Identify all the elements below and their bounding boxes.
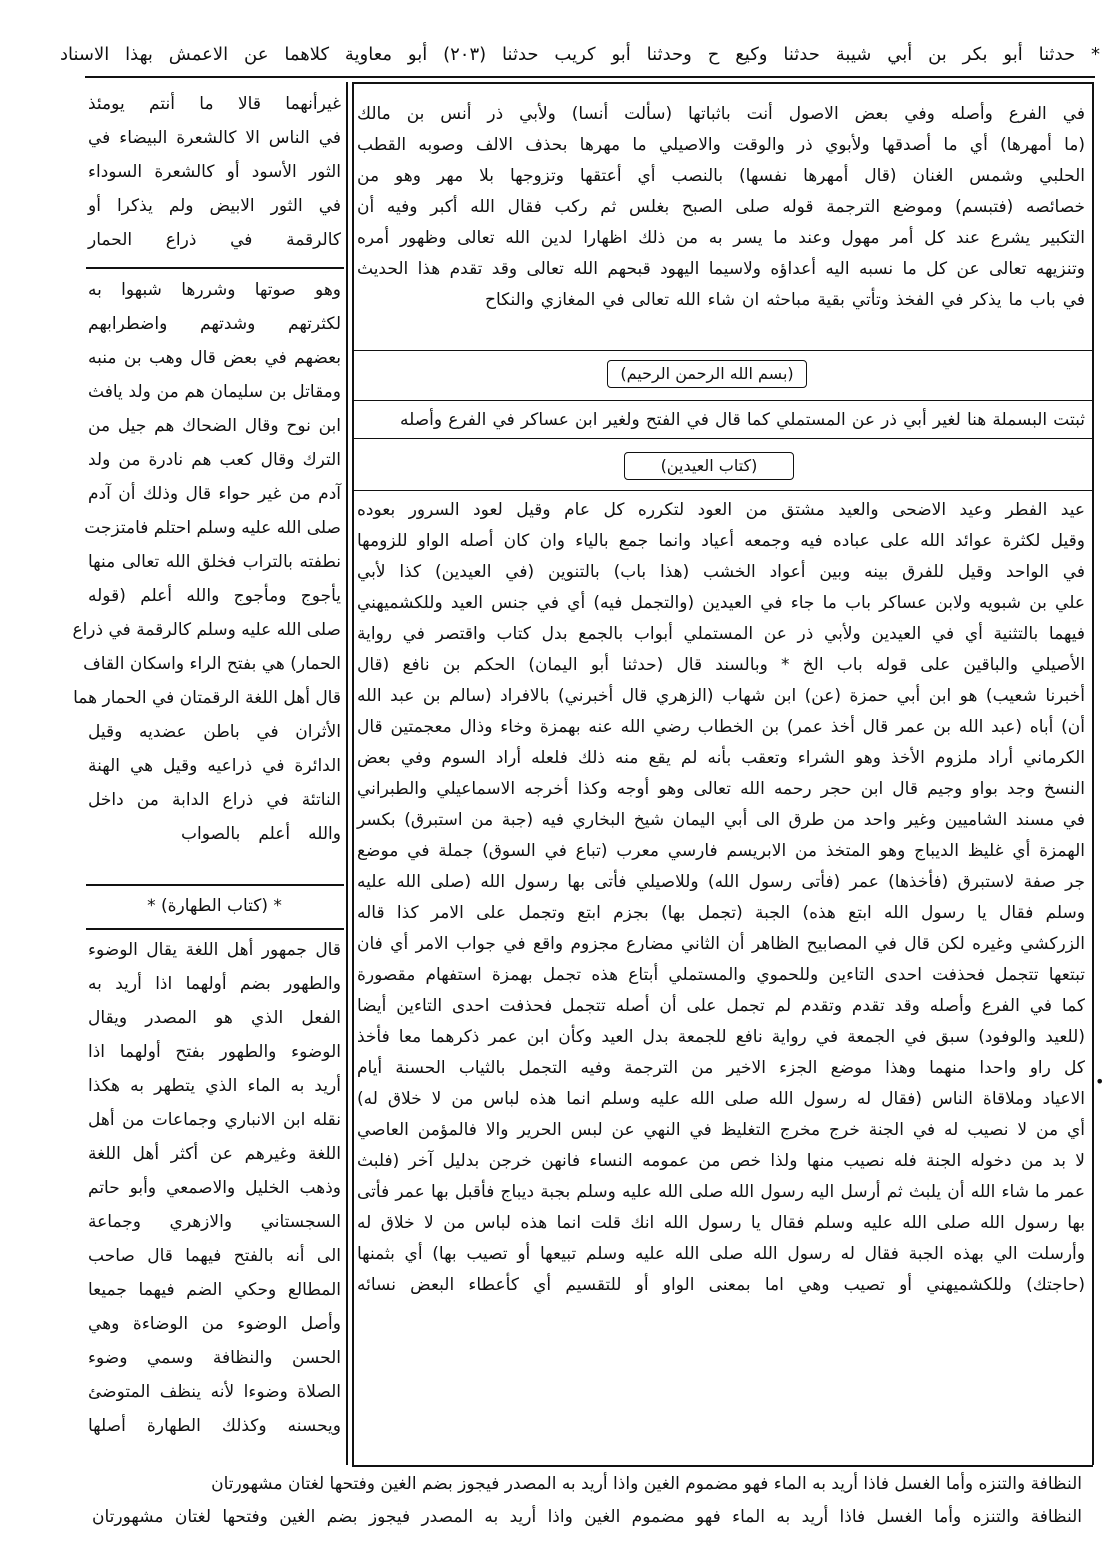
side-line: الدائرة في ذراعيه وقيل هي الهنة xyxy=(88,756,341,776)
main-line: كما في الفرع وأصله وقد تقدم وتقدم لم تجمل على أن أصله تتجمل فحذفت احدى التاءين أيضا xyxy=(357,996,1085,1016)
side-line: ويحسنه وكذلك الطهارة أصلها xyxy=(88,1416,341,1436)
side-line: صلى الله عليه وسلم كالرقمة في ذراع xyxy=(72,620,341,640)
side-divider-2 xyxy=(86,884,344,886)
main-line: كل راو واحدا منهما وهذا موضع الجزء الاخير من الترجمة وفيه التجمل بالثياب الحسنة أيام xyxy=(357,1058,1085,1078)
main-line: وتنزيهه تعالى عن كل ما نسبه اليه أعداؤه ولاسيما اليهود قبحهم الله تعالى وقد تقدم هذا الحديث xyxy=(357,259,1085,279)
main-line: جر صفة لاستبرق (فأخذها) عمر (فأتى رسول الله) وللاصيلي فأتى بها رسول الله (صلى الله عليه xyxy=(357,872,1085,892)
main-line: فيهما بالتثنية أي في العيدين ولأبي ذر عن المستملي أبواب بالجمع بدل كتاب واقتصر في رواية xyxy=(357,624,1085,644)
side-line: اللغة وغيرهم عن أكثر أهل اللغة xyxy=(88,1144,341,1164)
side-line: لكثرتهم وشدتهم واضطرابهم xyxy=(88,314,341,334)
main-line: علي بن شبويه ولابن عساكر باب ما جاء في العيدين (والتجمل فيه) أي في جنس العيد وللكشميهني xyxy=(357,593,1085,613)
main-line: تبتعها تتجمل فحذفت احدى التاءين وللحموي والمستملي أبتاع هذه تجمل بهمزة استفهام مقصورة xyxy=(357,965,1085,985)
side-line: والطهور بضم أولهما اذا أريد به xyxy=(88,974,341,994)
main-line: وسلم فقال يا رسول الله ابتع هذه) الجبة (تجمل بها) بجزم ابتع وتجمل على الامر كذا قاله xyxy=(357,903,1085,923)
main-line: في مسند الشاميين وغير واحد من طرق الى أبي اليمان شيخ البخاري فيه (جبة من استبرق) بكسر xyxy=(357,810,1085,830)
side-line: نطفته بالتراب فخلق الله تعالى منها xyxy=(88,552,341,572)
main-box-left-rule xyxy=(352,82,354,1465)
main-divider-4 xyxy=(354,490,1092,491)
side-line: والله أعلم بالصواب xyxy=(181,824,341,844)
side-line: المطالع وحكي الضم فيهما جميعا xyxy=(88,1280,341,1300)
side-line: الحمار) هي بفتح الراء واسكان القاف xyxy=(83,654,341,674)
basmala-note: ثبتت البسملة هنا لغير أبي ذر عن المستملي كما قال في الفتح ولغير ابن عساكر في الفرع وأصله xyxy=(400,410,1085,430)
side-line: أريد به الماء الذي يتطهر به هكذا xyxy=(88,1076,341,1096)
main-line: أخبرنا شعيب) هو ابن أبي حمزة (عن) ابن شهاب (الزهري قال أخبرني) بالافراد (سالم بن عبد الله xyxy=(357,686,1085,706)
side-line: كالرقمة في ذراع الحمار xyxy=(88,230,341,250)
main-line: الحلبي وشمس الغنان (قال أمهرها نفسها) بالنصب أي أعتقها وتزوجها بلا مهر وهو من xyxy=(357,166,1085,186)
basmala-title: (بسم الله الرحمن الرحيم) xyxy=(607,360,807,388)
side-line: قال أهل اللغة الرقمتان في الحمار هما xyxy=(73,688,341,708)
main-line: في باب ما يذكر في الفخذ وتأتي بقية مباحثه ان شاء الله تعالى في المغازي والنكاح xyxy=(485,290,1085,310)
main-divider-1 xyxy=(354,350,1092,351)
main-line: بها رسول الله صلى الله عليه وسلم فقال يا رسول الله انك قلت انما هذه لباس من لا خلاق له xyxy=(357,1213,1085,1233)
main-line: أن) أباه (عبد الله بن عمر قال أخذ عمر) بن الخطاب رضي الله عنه بهمزة وخاء وذال معجمتين قال xyxy=(357,717,1085,737)
running-header: * حدثنا أبو بكر بن أبي شيبة حدثنا وكيع ح وحدثنا أبو كريب حدثنا (٢٠٣) أبو معاوية كلاهما عن الاعمش بهذا الاسناد xyxy=(60,44,1100,65)
side-divider-1 xyxy=(86,267,344,269)
chapter-title: (كتاب العيدين) xyxy=(624,452,794,480)
footer-rule xyxy=(352,1465,1093,1467)
side-line: بعضهم في بعض قال وهب بن منبه xyxy=(88,348,341,368)
side-line: الوضوء والطهور بفتح أولهما اذا xyxy=(88,1042,341,1062)
side-line: نقله ابن الانباري وجماعات من أهل xyxy=(88,1110,341,1130)
side-line: الناتئة في ذراع الدابة من داخل xyxy=(88,790,341,810)
main-line: الزركشي وغيره لكن قال في المصابيح الظاهر أن الثاني مضارع مجزوم واقع في جواب الامر أي فان xyxy=(357,934,1085,954)
main-line: (للعيد والوفود) سبق في الجمعة في رواية نافع للجمعة بدل العيد وكأن ابن عمر ذكرهما معا فأخذ xyxy=(357,1027,1085,1047)
main-line: وأرسلت الي بهذه الجبة فقال له رسول الله صلى الله عليه وسلم تبيعها أو تصيب بها) أي بثمنها xyxy=(357,1244,1085,1264)
side-line: وذهب الخليل والاصمعي وأبو حاتم xyxy=(88,1178,341,1198)
side-line: الفعل الذي هو المصدر ويقال xyxy=(88,1008,341,1028)
side-line: يأجوج ومأجوج والله أعلم (قوله xyxy=(88,586,341,606)
top-rule xyxy=(85,76,1095,78)
side-section-title: * (كتاب الطهارة) * xyxy=(147,896,282,916)
footer-line: النظافة والتنزه وأما الغسل فاذا أريد به الماء فهو مضموم الغين واذا أريد به المصدر فيجوز بضم الغين وفتحها لغتان مشهورتان xyxy=(211,1474,1082,1494)
main-line: خصائصه (فتبسم) وموضع الترجمة قوله صلى الصبح بغلس ثم ركب فقال الله أكبر وفيه أن xyxy=(357,197,1085,217)
side-line: آدم من غير حواء قال وذلك أن آدم xyxy=(88,484,341,504)
side-line: الحسن والنظافة وسمي وضوء xyxy=(88,1348,341,1368)
side-line: وأصل الوضوء من الوضاءة وهي xyxy=(88,1314,341,1334)
main-line: الهمزة أي غليظ الديباج وهو المتخذ من الابريسم فارسي معرب (تباع في السوق) جملة في موضع xyxy=(357,841,1085,861)
main-line: الاعياد وملاقاة الناس (فقال له رسول الله صلى الله عليه وسلم انما هذه لباس من لا خلاق له) xyxy=(357,1089,1085,1109)
main-line: التكبير يشرع عند كل أمر مهول وعند ما يسر به من ذلك اظهارا لدين الله تعالى وظهور أمره xyxy=(357,228,1085,248)
main-line: في الفرع وأصله وفي بعض الاصول أنت باثباتها (سألت أنسا) ولأبي ذر أنس بن مالك xyxy=(357,104,1085,124)
side-line: قال جمهور أهل اللغة يقال الوضوء xyxy=(88,940,341,960)
side-line: الى أنه بالفتح فيهما قال صاحب xyxy=(88,1246,341,1266)
main-line: الأصيلي والباقين على قوله باب الخ * وبالسند قال (حدثنا أبو اليمان) الحكم بن نافع (قال xyxy=(357,655,1085,675)
main-line: لا بد من دخوله الجنة فله نصيب منها ولذا خص من عمومه النساء فانهن خرجن بدليل آخر (فلبث xyxy=(357,1151,1085,1171)
side-line: الصلاة وضوءا لأنه ينظف المتوضئ xyxy=(88,1382,341,1402)
footer-line: النظافة والتنزه وأما الغسل فاذا أريد به الماء فهو مضموم الغين واذا أريد به المصدر فيجوز بضم الغين وفتحها لغتان مشهورتان xyxy=(92,1507,1082,1527)
main-line: عيد الفطر وعيد الاضحى والعيد مشتق من العود لتكرره كل عام وقيل لعود السرور بعوده xyxy=(357,500,1085,520)
main-line: النسخ وجد بواو وجيم قال ابن حجر رحمه الله تعالى وهو أوجه وكذا أخرجه الاسماعيلي والطبراني xyxy=(357,779,1085,799)
main-box-right-rule xyxy=(1092,82,1094,1465)
main-divider-3 xyxy=(354,438,1092,439)
side-divider-3 xyxy=(86,928,344,930)
side-line: الثور الأسود أو كالشعرة السوداء xyxy=(88,162,341,182)
main-line: أي من لا نصيب له في الجنة خرج مخرج التغليظ في النهي عن لبس الحرير والا فالمؤمن العاصي xyxy=(357,1120,1085,1140)
main-divider-2 xyxy=(354,400,1092,401)
main-box-top-rule xyxy=(352,82,1093,84)
margin-mark: • xyxy=(1095,1072,1105,1091)
side-line: ابن نوح وقال الضحاك هم جيل من xyxy=(88,416,341,436)
side-line: في الثور الابيض ولم يذكرا أو xyxy=(88,196,341,216)
side-line: الترك وقال كعب هم نادرة من ولد xyxy=(88,450,341,470)
side-line: في الناس الا كالشعرة البيضاء في xyxy=(88,128,341,148)
side-line: وهو صوتها وشررها شبهوا به xyxy=(88,280,341,300)
main-line: عمر ما شاء الله أن يلبث ثم أرسل اليه رسول الله صلى الله عليه وسلم بجبة ديباج فأقبل بها عمر فأتى xyxy=(357,1182,1085,1202)
side-line: غيرأنهما قالا ما أنتم يومئذ xyxy=(88,94,341,114)
side-line: الأثران في باطن عضديه وقيل xyxy=(88,722,341,742)
main-line: (حاجتك) وللكشميهني أو تصيب وهي اما بمعنى الواو أو للتقسيم أي كأعطاء البعض نسائه xyxy=(357,1275,1085,1295)
side-line: صلى الله عليه وسلم احتلم فامتزجت xyxy=(84,518,341,538)
side-line: ومقاتل بن سليمان هم من ولد يافث xyxy=(88,382,341,402)
main-line: الكرماني أراد ملزوم الأخذ وهو الشراء وتعقب بأنه لم يقع منه ذلك فلعله أراد السوم وفي بعض xyxy=(357,748,1085,768)
column-divider xyxy=(346,82,348,1465)
main-line: (ما أمهرها) أي ما أصدقها ولأبوي ذر والوقت والاصيلي ما مهرها بحذف الالف وصوبه القطب xyxy=(357,135,1085,155)
main-line: في الواحد وقيل للفرق بينه وبين أعواد الخشب (هذا باب) بالتنوين (في العيدين) كذا لأبي xyxy=(357,562,1085,582)
main-line: وقيل لكثرة عوائد الله على عباده فيه وجمعه أعياد وانما جمع بالياء وان كان أصله الواو للزومها xyxy=(357,531,1085,551)
side-line: السجستاني والازهري وجماعة xyxy=(88,1212,341,1232)
